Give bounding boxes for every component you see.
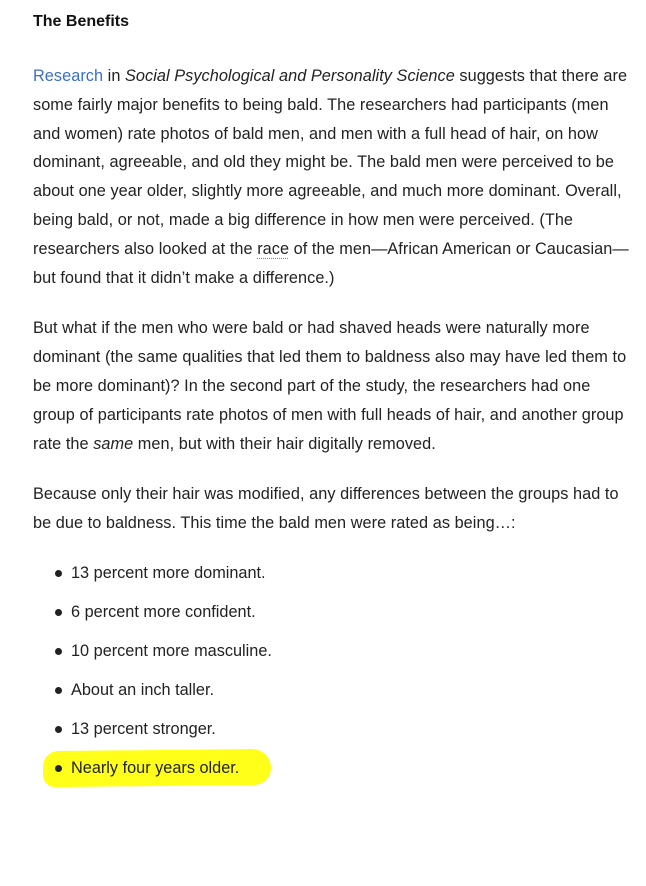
paragraph-text: suggests that there are some fairly major benefits to being bald. The researchers had participants (men and women) rate photos of bald men, and men with a full head of hair, on how dominant, agreeable, and old they might be. The bald men were perceived to be about one year older, slightly more agreeable, and much more dominant. Overall, being bald, or not, made a big difference in how men were perceived. (The researchers also looked at the: [33, 67, 628, 258]
list-item-text: 10 percent more masculine.: [71, 641, 272, 660]
journal-title: Social Psychological and Personality Science: [125, 67, 455, 85]
list-item-text: About an inch taller.: [71, 680, 215, 699]
article-body: [0, 11, 633, 780]
list-item: [33, 678, 633, 702]
paragraph-text: in: [103, 67, 126, 85]
paragraph-research: [33, 62, 633, 292]
bullet-icon: [55, 609, 62, 616]
paragraph-study-part-two: [33, 314, 633, 458]
section-heading: The Benefits: [33, 13, 130, 30]
list-item: [33, 639, 633, 663]
list-item-text: 13 percent more dominant.: [71, 563, 266, 582]
list-item-highlighted: [33, 756, 633, 780]
list-item-text: Nearly four years older.: [71, 758, 240, 777]
list-item: [33, 561, 633, 585]
bullet-icon: [55, 765, 62, 772]
bullet-icon: [55, 687, 62, 694]
research-link[interactable]: Research: [33, 67, 104, 85]
race-term-link[interactable]: race: [257, 239, 290, 258]
paragraph-text: of the men—African American or Caucasian—but found that it didn’t make a difference.): [33, 239, 629, 287]
bullet-icon: [55, 726, 62, 733]
bullet-icon: [55, 570, 62, 577]
list-item-text: 13 percent stronger.: [71, 719, 216, 738]
list-item: [33, 600, 633, 624]
list-item-text: 6 percent more confident.: [71, 602, 256, 621]
benefits-list: [33, 561, 633, 780]
paragraph-results-intro: Because only their hair was modified, any differences between the groups had to be due to baldness. This time the bald men were rated as being…:: [33, 485, 619, 533]
emphasis-same: same: [93, 434, 134, 453]
list-item: [33, 717, 633, 741]
paragraph-text: men, but with their hair digitally removed.: [133, 434, 436, 453]
bullet-icon: [55, 648, 62, 655]
paragraph-text: But what if the men who were bald or had shaved heads were naturally more dominant (the same qualities that led them to baldness also may have led them to be more dominant)? In the second part of the study, the researchers had one group of participants rate photos of men with full heads of hair, and another group rate the: [33, 319, 627, 453]
